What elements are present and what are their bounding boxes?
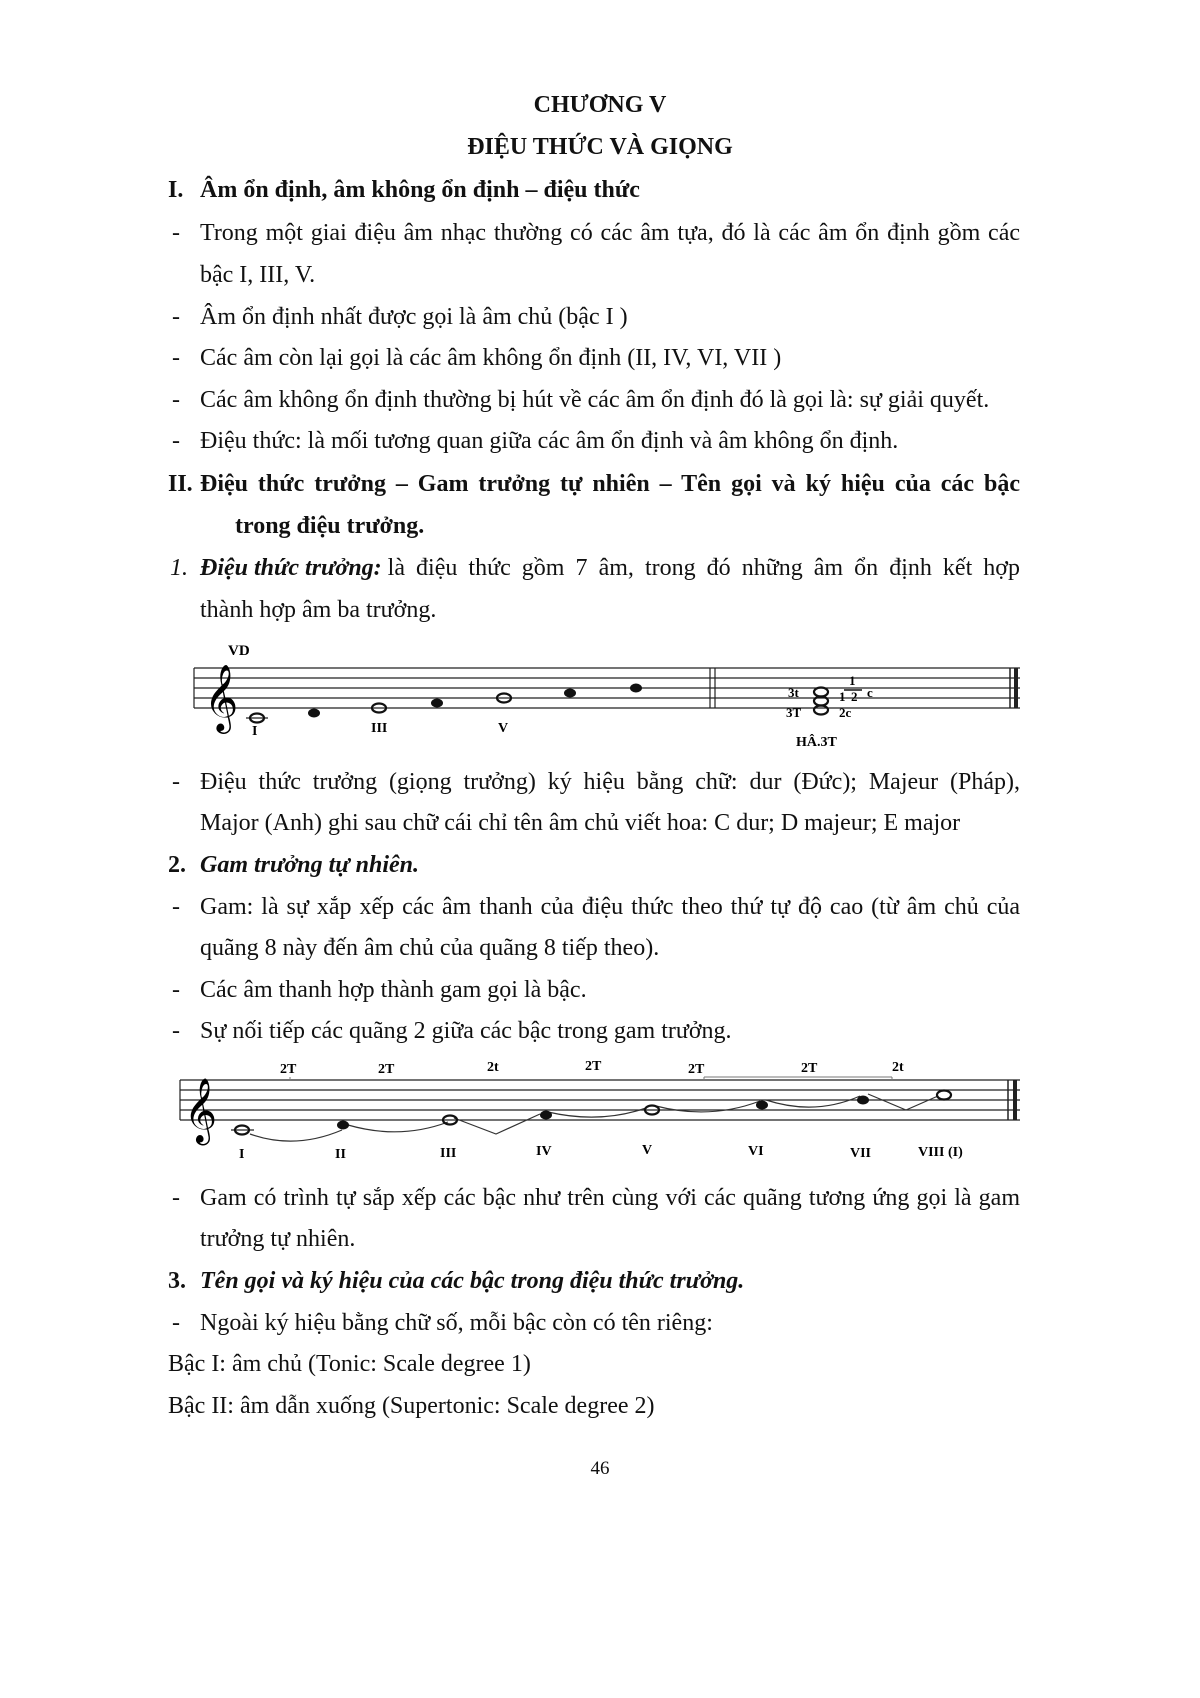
section1-num: I.	[168, 177, 184, 203]
staff2-degree: II	[335, 1147, 346, 1162]
interval-label: 2T	[688, 1062, 705, 1077]
degree-name-line: Bậc I: âm chủ (Tonic: Scale degree 1)	[168, 1351, 531, 1377]
staff2-degree: VIII (I)	[918, 1145, 963, 1160]
interval-label: 2t	[487, 1060, 499, 1075]
quarter-note-head	[564, 689, 576, 698]
sub1-line1	[200, 553, 1020, 583]
chord-right-c: c	[867, 685, 873, 700]
quarter-note-head	[431, 699, 443, 708]
bullet-dash: -	[172, 428, 180, 454]
chord-note	[814, 706, 828, 715]
chord-label: HÂ.3T	[796, 735, 837, 750]
degree-labels	[239, 1143, 963, 1162]
staff1-degree-I: I	[252, 724, 258, 739]
music-staff-major-mode	[180, 635, 1030, 750]
staff2-degree: VII	[850, 1146, 872, 1161]
section1-bullet-4: Các âm không ổn định thường bị hút về các âm ổn định đó là gọi là: sự giải quyết.	[200, 387, 990, 413]
staff1-degree-III: III	[371, 721, 388, 736]
notation-bullet-line2: Major (Anh) ghi sau chữ cái chỉ tên âm chủ viết hoa: C dur; D majeur; E major	[200, 810, 961, 836]
music-staff-major-scale	[170, 1052, 1030, 1170]
chord-right-top: 1	[849, 673, 856, 688]
staff1-notes	[246, 684, 642, 723]
sub1-num: 1.	[170, 555, 188, 581]
interval-labels	[280, 1059, 904, 1077]
bullet-dash: -	[172, 769, 180, 795]
sub2-bullet1-line2: quãng 8 này đến âm chủ của quãng 8 tiếp theo).	[200, 935, 660, 961]
bullet-dash: -	[172, 894, 180, 920]
quarter-note-head	[308, 709, 320, 718]
bullet-dash: -	[172, 304, 180, 330]
section1-bullet-2: Âm ổn định nhất được gọi là âm chủ (bậc I )	[200, 304, 628, 330]
notation-bullet-line1: Điệu thức trưởng (giọng trưởng) ký hiệu bằng chữ: dur (Đức); Majeur (Pháp),	[200, 769, 1020, 795]
staff1-label-vd: VD	[228, 643, 250, 659]
staff2-degree: VI	[748, 1144, 764, 1159]
staff2-degree: V	[642, 1143, 653, 1158]
sub1-term: Điệu thức trưởng:	[200, 555, 382, 581]
quarter-note-head	[756, 1101, 768, 1110]
page-number: 46	[590, 1458, 610, 1479]
major-triad-chord	[786, 673, 873, 750]
treble-clef-icon: 𝄞	[204, 665, 239, 730]
interval-label: 2T	[378, 1062, 395, 1077]
bullet-dash: -	[172, 977, 180, 1003]
interval-label: 2T	[280, 1062, 297, 1077]
sub2-bullet2: Các âm thanh hợp thành gam gọi là bậc.	[200, 977, 587, 1003]
chord-right-2c: 2c	[839, 705, 852, 720]
sub1-text-line2: thành hợp âm ba trưởng.	[200, 597, 437, 623]
bullet-dash: -	[172, 1018, 180, 1044]
interval-label: 2t	[892, 1060, 904, 1075]
staff1-degree-V: V	[498, 721, 509, 736]
interval-label: 2T	[801, 1061, 818, 1076]
sub3-num: 3.	[168, 1268, 186, 1294]
bullet-dash: -	[172, 387, 180, 413]
chapter-number: CHƯƠNG V	[533, 92, 667, 118]
whole-note	[937, 1091, 951, 1100]
bullet-dash: -	[172, 220, 180, 246]
staff2-degree: III	[440, 1146, 457, 1161]
quarter-note-head	[630, 684, 642, 693]
sub1-text-line1: là điệu thức gồm 7 âm, trong đó những âm ổn định kết hợp	[387, 555, 1020, 581]
staff2-degree: I	[239, 1147, 245, 1162]
staff-lines	[180, 1080, 1020, 1120]
quarter-note-head	[540, 1111, 552, 1120]
bullet-dash: -	[172, 345, 180, 371]
chord-label-3t: 3t	[788, 685, 799, 700]
sub3-title: Tên gọi và ký hiệu của các bậc trong điệu thức trưởng.	[200, 1268, 745, 1294]
interval-label: 2T	[585, 1059, 602, 1074]
degree-name-line: Bậc II: âm dẫn xuống (Supertonic: Scale degree 2)	[168, 1393, 655, 1419]
section2-heading-line1: Điệu thức trưởng – Gam trưởng tự nhiên – Tên gọi và ký hiệu của các bậc	[200, 471, 1020, 497]
section1-bullet-1: Trong một giai điệu âm nhạc thường có các âm tựa, đó là các âm ổn định gồm các	[200, 220, 1020, 246]
sub2-num: 2.	[168, 852, 186, 878]
staff2-notes	[231, 1091, 951, 1135]
treble-clef-icon: 𝄞	[184, 1080, 218, 1142]
section1-heading: Âm ổn định, âm không ổn định – điệu thức	[200, 177, 640, 203]
sub2-title: Gam trưởng tự nhiên.	[200, 852, 420, 878]
section1-bullet-1-cont: bậc I, III, V.	[200, 262, 316, 288]
staff-lines	[194, 668, 1020, 708]
section1-bullet-3: Các âm còn lại gọi là các âm không ổn định (II, IV, VI, VII )	[200, 345, 782, 371]
chord-right-frac: 2	[851, 689, 858, 704]
bullet-dash: -	[172, 1310, 180, 1336]
staff2-degree: IV	[536, 1144, 552, 1159]
chord-right-1: 1	[839, 689, 846, 704]
quarter-note-head	[857, 1096, 869, 1105]
sub3-bullet1: Ngoài ký hiệu bằng chữ số, mỗi bậc còn có tên riêng:	[200, 1310, 713, 1336]
chord-note	[814, 688, 828, 697]
section2-heading-line2: trong điệu trưởng.	[235, 513, 425, 539]
chord-label-3T: 3T	[786, 705, 802, 720]
sub2-bullet1-line1: Gam: là sự xắp xếp các âm thanh của điệu thức theo thứ tự độ cao (từ âm chủ của	[200, 894, 1020, 920]
quarter-note-head	[337, 1121, 349, 1130]
scale-bullet-line2: trưởng tự nhiên.	[200, 1226, 356, 1252]
chapter-title: ĐIỆU THỨC VÀ GIỌNG	[467, 134, 733, 160]
bullet-dash: -	[172, 1185, 180, 1211]
section2-num: II.	[168, 471, 193, 497]
section1-bullet-5: Điệu thức: là mối tương quan giữa các âm ổn định và âm không ổn định.	[200, 428, 899, 454]
sub2-bullet3: Sự nối tiếp các quãng 2 giữa các bậc trong gam trưởng.	[200, 1018, 732, 1044]
slurs	[250, 1094, 938, 1141]
scale-bullet-line1: Gam có trình tự sắp xếp các bậc như trên cùng với các quãng tương ứng gọi là gam	[200, 1185, 1020, 1211]
